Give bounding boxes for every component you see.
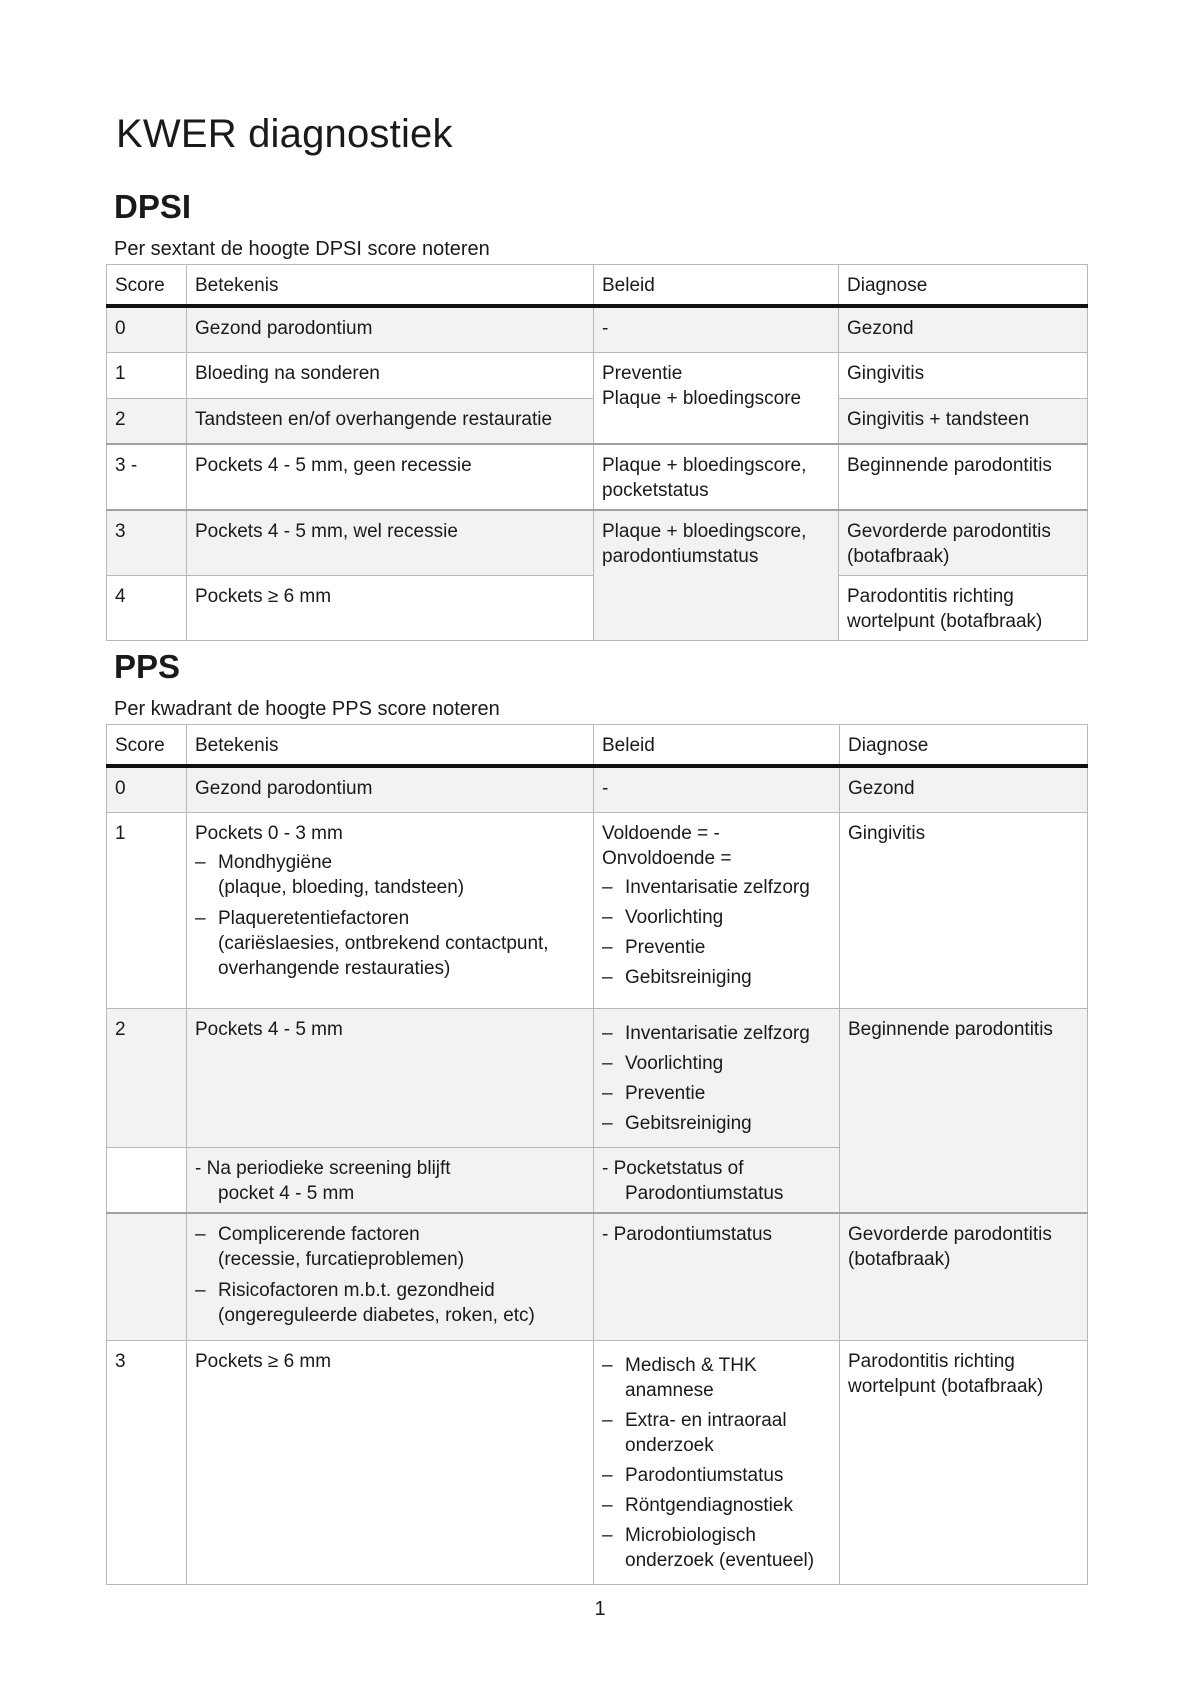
betekenis-cell: Pockets ≥ 6 mm	[187, 576, 594, 641]
beleid-line: Plaque + bloedingscore	[602, 387, 802, 409]
betekenis-cell: Pockets 4 - 5 mm, geen recessie	[187, 444, 594, 510]
beleid-list	[602, 1353, 831, 1573]
list-item	[195, 1278, 585, 1328]
dpsi-header-beleid: Beleid	[594, 265, 839, 307]
list-item: – Parodontiumstatus	[602, 1463, 831, 1488]
score-cell: 2	[107, 1008, 187, 1147]
list-item	[195, 850, 585, 900]
dpsi-table	[106, 264, 1088, 641]
list-item-text: – Risicofactoren m.b.t. gezondheid	[218, 1279, 495, 1301]
diagnose-cell: Gingivitis	[839, 352, 1088, 398]
betekenis-cell: Gezond parodontium	[187, 766, 594, 812]
table-row	[107, 306, 1088, 352]
dpsi-header-diagnose: Diagnose	[839, 265, 1088, 307]
diagnose-cell: Parodontitis richting wortelpunt (botafbraak)	[839, 576, 1088, 641]
list-item-subtext: (plaque, bloeding, tandsteen)	[218, 876, 465, 898]
score-cell: 4	[107, 576, 187, 641]
list-item: – Inventarisatie zelfzorg	[602, 875, 831, 900]
dpsi-subtitle: Per sextant de hoogte DPSI score noteren	[114, 238, 490, 260]
list-item-subtext: (ongereguleerde diabetes, roken, etc)	[218, 1304, 535, 1326]
list-item: – Voorlichting	[602, 905, 831, 930]
table-row	[107, 510, 1088, 576]
beleid-cell	[594, 352, 839, 444]
beleid-cell	[594, 1008, 840, 1147]
list-item-text: – Mondhygiëne	[218, 851, 333, 873]
diagnose-cell: Gevorderde parodontitis (botafbraak)	[840, 1213, 1088, 1341]
betekenis-cell: Gezond parodontium	[187, 306, 594, 352]
diagnose-cell: Gingivitis + tandsteen	[839, 398, 1088, 444]
score-cell	[107, 1147, 187, 1213]
list-item: – Microbiologisch onderzoek (eventueel)	[602, 1523, 831, 1573]
list-item-subtext: (recessie, furcatieproblemen)	[218, 1248, 465, 1270]
score-cell: 2	[107, 398, 187, 444]
beleid-list	[602, 875, 831, 990]
list-item-subtext: (cariëslaesies, ontbrekend contactpunt,	[218, 932, 549, 954]
table-row	[107, 444, 1088, 510]
list-item: – Gebitsreiniging	[602, 1111, 831, 1136]
list-item: – Inventarisatie zelfzorg	[602, 1021, 831, 1046]
diagnose-cell: Beginnende parodontitis	[840, 1008, 1088, 1213]
score-cell: 1	[107, 812, 187, 1008]
list-item: – Extra- en intraoraal onderzoek	[602, 1408, 831, 1458]
beleid-cell: -	[594, 766, 840, 812]
beleid-cell: -	[594, 306, 839, 352]
pps-header-betekenis: Betekenis	[187, 725, 594, 767]
betekenis-line: - Na periodieke screening blijft	[195, 1157, 451, 1179]
betekenis-cell	[187, 812, 594, 1008]
beleid-line: Voldoende = -	[602, 822, 720, 844]
score-cell: 0	[107, 766, 187, 812]
list-item-subtext: overhangende restauraties)	[218, 957, 451, 979]
list-item: – Medisch & THK anamnese	[602, 1353, 831, 1403]
list-item: – Preventie	[602, 935, 831, 960]
table-row	[107, 1008, 1088, 1147]
pps-heading: PPS	[114, 648, 181, 685]
list-item	[195, 1222, 585, 1272]
pps-subtitle: Per kwadrant de hoogte PPS score noteren	[114, 698, 500, 720]
betekenis-cell: Pockets ≥ 6 mm	[187, 1340, 594, 1584]
beleid-list	[602, 1021, 831, 1136]
diagnose-cell: Beginnende parodontitis	[839, 444, 1088, 510]
diagnose-cell: Gevorderde parodontitis (botafbraak)	[839, 510, 1088, 576]
list-item-text: – Complicerende factoren	[218, 1223, 420, 1245]
beleid-cell: Plaque + bloedingscore, pocketstatus	[594, 444, 839, 510]
score-cell: 3	[107, 510, 187, 576]
table-row	[107, 352, 1088, 398]
beleid-cell	[594, 1340, 840, 1584]
dpsi-header-row	[107, 265, 1088, 307]
betekenis-list	[195, 850, 585, 981]
list-item	[195, 906, 585, 981]
beleid-cell	[594, 1147, 840, 1213]
beleid-cell: Plaque + bloedingscore, parodontiumstatus	[594, 510, 839, 641]
diagnose-cell: Gezond	[839, 306, 1088, 352]
table-row	[107, 1340, 1088, 1584]
dpsi-heading: DPSI	[114, 188, 192, 225]
pps-header-row	[107, 725, 1088, 767]
beleid-line: Onvoldoende =	[602, 847, 732, 869]
beleid-line: Preventie	[602, 362, 683, 384]
betekenis-line: Pockets 0 - 3 mm	[195, 822, 343, 844]
betekenis-cell: Pockets 4 - 5 mm, wel recessie	[187, 510, 594, 576]
table-row	[107, 812, 1088, 1008]
list-item-text: – Plaqueretentiefactoren	[218, 907, 410, 929]
beleid-cell: - Parodontiumstatus	[594, 1213, 840, 1341]
score-cell	[107, 1213, 187, 1341]
list-item: – Voorlichting	[602, 1051, 831, 1076]
pps-header-score: Score	[107, 725, 187, 767]
beleid-line: - Pocketstatus of	[602, 1157, 744, 1179]
score-cell: 0	[107, 306, 187, 352]
score-cell: 3 -	[107, 444, 187, 510]
betekenis-cell	[187, 1213, 594, 1341]
table-row	[107, 766, 1088, 812]
list-item: – Gebitsreiniging	[602, 965, 831, 990]
betekenis-cell: Tandsteen en/of overhangende restauratie	[187, 398, 594, 444]
diagnose-cell: Gezond	[840, 766, 1088, 812]
pps-header-beleid: Beleid	[594, 725, 840, 767]
pps-table	[106, 724, 1088, 1585]
list-item: – Preventie	[602, 1081, 831, 1106]
dpsi-header-score: Score	[107, 265, 187, 307]
betekenis-line: pocket 4 - 5 mm	[218, 1182, 355, 1204]
diagnose-cell: Gingivitis	[840, 812, 1088, 1008]
diagnose-cell: Parodontitis richting wortelpunt (botafbraak)	[840, 1340, 1088, 1584]
beleid-line: Parodontiumstatus	[625, 1182, 784, 1204]
score-cell: 1	[107, 352, 187, 398]
betekenis-cell	[187, 1147, 594, 1213]
dpsi-header-betekenis: Betekenis	[187, 265, 594, 307]
betekenis-cell: Pockets 4 - 5 mm	[187, 1008, 594, 1147]
page-number: 1	[594, 1598, 606, 1620]
score-cell: 3	[107, 1340, 187, 1584]
betekenis-list	[195, 1222, 585, 1328]
list-item: – Röntgendiagnostiek	[602, 1493, 831, 1518]
beleid-cell	[594, 812, 840, 1008]
document-title: KWER diagnostiek	[116, 112, 453, 156]
betekenis-cell: Bloeding na sonderen	[187, 352, 594, 398]
table-row	[107, 1213, 1088, 1341]
pps-header-diagnose: Diagnose	[840, 725, 1088, 767]
